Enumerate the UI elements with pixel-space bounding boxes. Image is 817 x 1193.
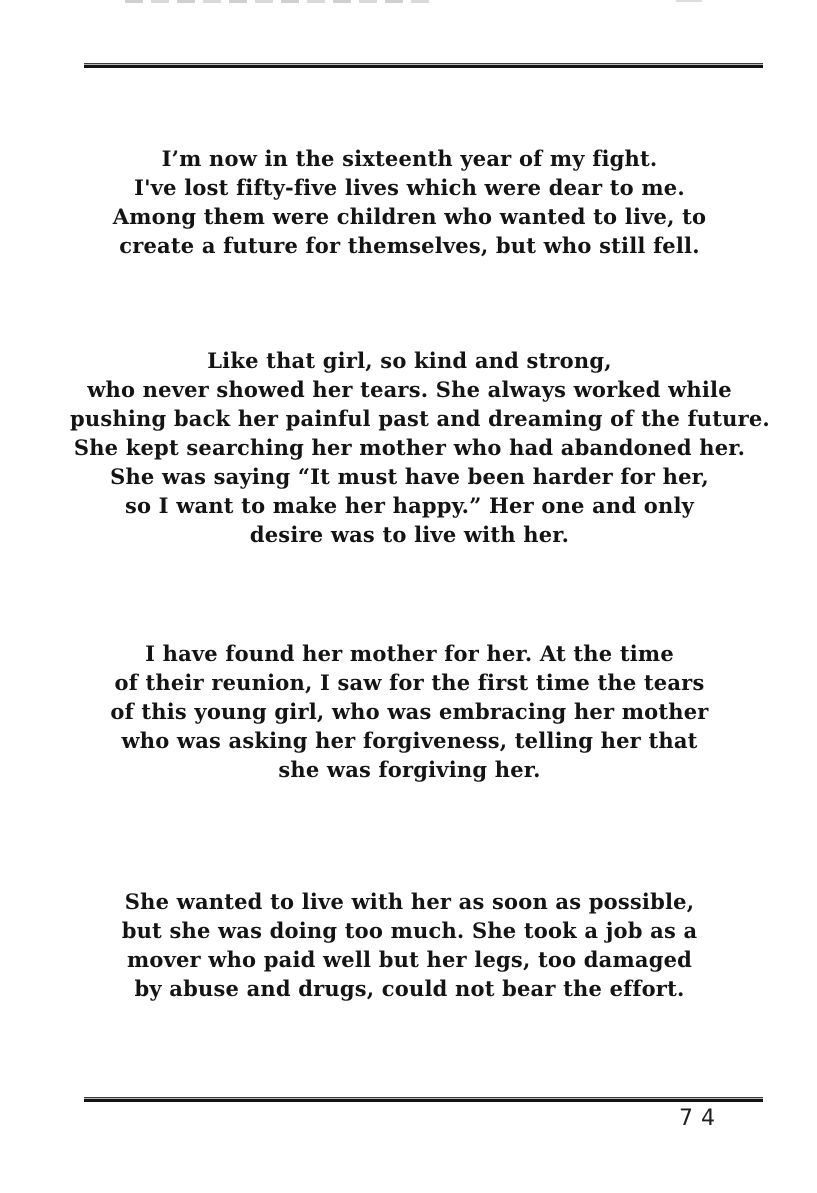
paragraph-line: she was forgiving her. <box>278 757 541 782</box>
paragraph-2 <box>70 346 770 549</box>
paragraph-line: I have found her mother for her. At the time <box>145 641 674 666</box>
paragraph-line: desire was to live with her. <box>249 522 570 547</box>
cropped-header-remnant <box>125 0 437 3</box>
top-rule <box>84 63 763 68</box>
paragraph-line: Like that girl, so kind and strong, <box>207 348 612 373</box>
paragraph-line: create a future for themselves, but who still fell. <box>119 233 700 258</box>
paragraph-line: pushing back her painful past and dreaming of the future. <box>70 406 770 431</box>
paragraph-line: who never showed her tears. She always worked while <box>87 377 732 402</box>
paragraph-4 <box>70 887 749 1003</box>
paragraph-line: I've lost fifty-five lives which were dear to me. <box>134 175 685 200</box>
paragraph-line: by abuse and drugs, could not bear the effort. <box>134 976 685 1001</box>
paragraph-line: Among them were children who wanted to live, to <box>112 204 707 229</box>
paragraph-3 <box>70 639 749 784</box>
paragraph-line: who was asking her forgiveness, telling her that <box>121 728 698 753</box>
paragraph-line: She was saying “It must have been harder for her, <box>110 464 709 489</box>
paragraph-line: mover who paid well but her legs, too damaged <box>126 947 693 972</box>
cropped-header-remnant-fragment <box>676 0 702 2</box>
paragraph-line: I’m now in the sixteenth year of my fight. <box>161 146 658 171</box>
paragraph-line: of their reunion, I saw for the first time the tears <box>114 670 705 695</box>
paragraph-line: She wanted to live with her as soon as possible, <box>124 889 695 914</box>
page-number: 74 <box>679 1106 723 1131</box>
paragraph-line: but she was doing too much. She took a job as a <box>121 918 698 943</box>
paragraph-1 <box>70 144 749 260</box>
bottom-rule <box>84 1097 763 1102</box>
paragraph-line: of this young girl, who was embracing her mother <box>110 699 709 724</box>
paragraph-line: She kept searching her mother who had abandoned her. <box>73 435 746 460</box>
paragraph-line: so I want to make her happy.” Her one and only <box>124 493 695 518</box>
